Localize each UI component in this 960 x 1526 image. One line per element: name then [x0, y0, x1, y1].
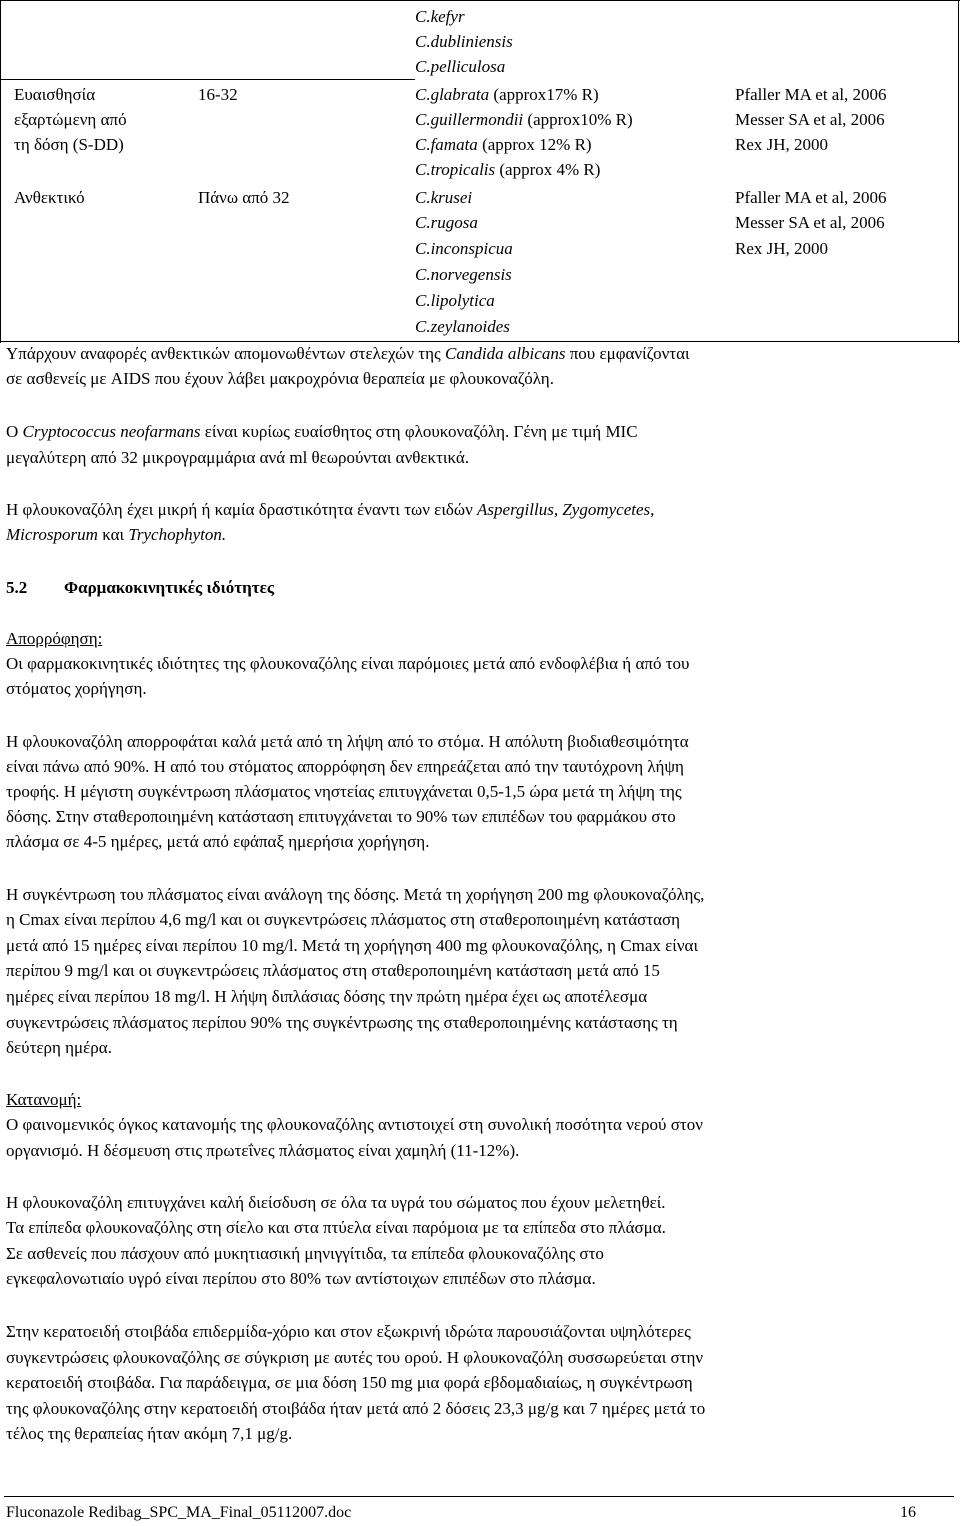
category-sdd-line-2: εξαρτώμενη από [14, 110, 127, 129]
asper-paragraph-line-2 [6, 522, 226, 547]
species-note: (approx10% R) [523, 110, 633, 129]
species-name: C.tropicalis [415, 160, 496, 179]
absorption-p1-line: Οι φαρμακοκινητικές ιδιότητες της φλουκοναζόλης είναι παρόμοιες μετά από ενδοφλέβια ή από του [6, 654, 690, 673]
footer-rule [4, 1496, 954, 1497]
absorption-p3-line: Η συγκέντρωση του πλάσματος είναι ανάλογη της δόσης. Μετά τη χορήγηση 200 mg φλουκοναζόλης, [6, 885, 705, 904]
table-header-divider [0, 79, 415, 80]
mic-sdd: 16-32 [198, 85, 238, 104]
category-sdd-line-1: Ευαισθησία [14, 85, 96, 104]
distribution-p1-line: Ο φαινομενικός όγκος κατανομής της φλουκοναζόλης αντιστοιχεί στη συνολική ποσότητα νερού στον [6, 1115, 703, 1134]
species-name: Trychophyton. [128, 525, 227, 544]
distribution-p2-line: εγκεφαλονωτιαίο υγρό είναι περίπου στο 80% των αντίστοιχων επιπέδων στο πλάσμα. [6, 1269, 596, 1288]
text: και [97, 525, 129, 544]
absorption-p3-line: η Cmax είναι περίπου 4,6 mg/l και οι συγκεντρώσεις πλάσματος στη σταθεροποιημένη κατάσταση [6, 910, 681, 929]
species-name: C.glabrata [415, 85, 490, 104]
species-top-2: C.dubliniensis [415, 32, 513, 51]
absorption-p2-line: πλάσμα σε 4-5 ημέρες, μετά από εφάπαξ ημερήσια χορήγηση. [6, 832, 430, 851]
footnote-text: που εμφανίζονται [565, 344, 690, 363]
distribution-p3-line: της φλουκοναζόλης στην κερατοειδή στοιβάδα ήταν μετά από 2 δόσεις 23,3 μg/g και 7 ημέρες μετά το [6, 1399, 706, 1418]
distribution-p3-line: τέλος της θεραπείας ήταν ακόμη 7,1 μg/g. [6, 1424, 293, 1443]
section-number: 5.2 [6, 578, 28, 597]
absorption-p2-line: Η φλουκοναζόλη απορροφάται καλά μετά από τη λήψη από το στόμα. Η απόλυτη βιοδιαθεσιμότητα [6, 732, 689, 751]
absorption-heading: Απορρόφηση: [6, 629, 103, 648]
distribution-p3-line: συγκεντρώσεις φλουκοναζόλης σε σύγκριση με αυτές του ορού. Η φλουκοναζόλη συσσωρεύεται στην [6, 1348, 704, 1367]
crypto-paragraph-line-2: μεγαλύτερη από 32 μικρογραμμάρια ανά ml θεωρούνται ανθεκτικά. [6, 448, 470, 467]
species-resistant-1: C.krusei [415, 188, 473, 207]
absorption-p2-line: δόσης. Στην σταθεροποιημένη κατάσταση επιτυγχάνεται το 90% των επιπέδων του φαρμάκου στο [6, 807, 676, 826]
footnote-text: Υπάρχουν αναφορές ανθεκτικών απομονωθέντων στελεχών της [6, 344, 446, 363]
distribution-p2-line: Η φλουκοναζόλη επιτυγχάνει καλή διείσδυση σε όλα τα υγρά του σώματος που έχουν μελετηθεί. [6, 1193, 666, 1212]
species-name: Aspergillus, Zygomycetes, [477, 500, 655, 519]
distribution-p2-line: Σε ασθενείς που πάσχουν από μυκητιασική μηνιγγίτιδα, τα επίπεδα φλουκοναζόλης στο [6, 1244, 604, 1263]
absorption-p3-line: συγκεντρώσεις πλάσματος περίπου 90% της συγκέντρωσης της σταθεροποιημένης κατάστασης τη [6, 1013, 678, 1032]
species-resistant-2: C.rugosa [415, 213, 478, 232]
species-resistant-3: C.inconspicua [415, 239, 513, 258]
species-name: C.guillermondii [415, 110, 524, 129]
ref-sdd-1: Pfaller MA et al, 2006 [735, 85, 887, 104]
species-name: C.famata [415, 135, 478, 154]
species-name: Cryptococcus neofarmans [22, 422, 201, 441]
species-sdd-4 [415, 157, 600, 182]
distribution-p3-line: Στην κερατοειδή στοιβάδα επιδερμίδα-χόριο και στον εξωκρινή ιδρώτα παρουσιάζονται υψηλότερες [6, 1322, 691, 1341]
distribution-p3-line: κερατοειδή στοιβάδα. Για παράδειγμα, σε μια δόση 150 mg μια φορά εβδομαδιαίως, η συγκέντρωση [6, 1373, 693, 1392]
table-footnote-line-1 [6, 341, 690, 366]
species-resistant-4: C.norvegensis [415, 265, 512, 284]
species-sdd-3 [415, 132, 592, 157]
text: Ο [6, 422, 23, 441]
footnote-species: Candida albicans [445, 344, 566, 363]
ref-sdd-2: Messer SA et al, 2006 [735, 110, 885, 129]
species-note: (approx 12% R) [477, 135, 592, 154]
crypto-paragraph-line-1 [6, 419, 638, 444]
asper-paragraph-line-1 [6, 497, 654, 522]
species-resistant-6: C.zeylanoides [415, 317, 510, 336]
mic-resistant: Πάνω από 32 [198, 188, 290, 207]
distribution-p2-line: Τα επίπεδα φλουκοναζόλης στη σίελο και στα πτύελα είναι παρόμοια με τα επίπεδα στο πλάσμα. [6, 1218, 666, 1237]
absorption-p1-line: στόματος χορήγηση. [6, 679, 147, 698]
table-border-top [0, 0, 960, 1]
text: Η φλουκοναζόλη έχει μικρή ή καμία δραστικότητα έναντι των ειδών [6, 500, 478, 519]
ref-resistant-1: Pfaller MA et al, 2006 [735, 188, 887, 207]
absorption-p3-line: δεύτερη ημέρα. [6, 1038, 112, 1057]
absorption-p3-line: μετά από 15 ημέρες είναι περίπου 10 mg/l. Μετά τη χορήγηση 400 mg φλουκοναζόλης, η Cmax είναι [6, 936, 699, 955]
ref-resistant-2: Messer SA et al, 2006 [735, 213, 885, 232]
absorption-p3-line: περίπου 9 mg/l και οι συγκεντρώσεις πλάσματος στη σταθεροποιημένη κατάσταση μετά από 15 [6, 961, 660, 980]
ref-sdd-3: Rex JH, 2000 [735, 135, 829, 154]
species-note: (approx 4% R) [495, 160, 601, 179]
species-sdd-2 [415, 107, 633, 132]
species-name: Microsporum [6, 525, 98, 544]
species-top-3: C.pelliculosa [415, 57, 506, 76]
section-title: Φαρμακοκινητικές ιδιότητες [64, 578, 275, 597]
species-top-1: C.kefyr [415, 7, 465, 26]
distribution-p1-line: οργανισμό. Η δέσμευση στις πρωτεΐνες πλάσματος είναι χαμηλή (11-12%). [6, 1141, 520, 1160]
distribution-heading: Κατανομή: [6, 1090, 82, 1109]
ref-resistant-3: Rex JH, 2000 [735, 239, 829, 258]
table-border-left [0, 0, 1, 343]
species-note: (approx17% R) [489, 85, 599, 104]
absorption-p2-line: τροφής. Η μέγιστη συγκέντρωση πλάσματος νηστείας επιτυγχάνεται 0,5-1,5 ώρα μετά τη λήψη της [6, 782, 682, 801]
category-sdd-line-3: τη δόση (S-DD) [14, 135, 124, 154]
text: είναι κυρίως ευαίσθητος στη φλουκοναζόλη. Γένη με τιμή MIC [200, 422, 638, 441]
footer-page-number: 16 [900, 1504, 916, 1521]
species-sdd-1 [415, 82, 599, 107]
table-border-right [958, 0, 959, 343]
footer-filename: Fluconazole Redibag_SPC_MA_Final_05112007.doc [6, 1504, 352, 1521]
species-resistant-5: C.lipolytica [415, 291, 495, 310]
table-footnote-line-2: σε ασθενείς με AIDS που έχουν λάβει μακροχρόνια θεραπεία με φλουκοναζόλη. [6, 369, 554, 388]
category-resistant: Ανθεκτικό [14, 188, 85, 207]
absorption-p2-line: είναι πάνω από 90%. Η από του στόματος απορρόφηση δεν επηρεάζεται από την ταυτόχρονη λήψη [6, 757, 684, 776]
absorption-p3-line: ημέρες είναι περίπου 18 mg/l. Η λήψη διπλάσιας δόσης την πρώτη ημέρα έχει ως αποτέλεσμα [6, 987, 648, 1006]
